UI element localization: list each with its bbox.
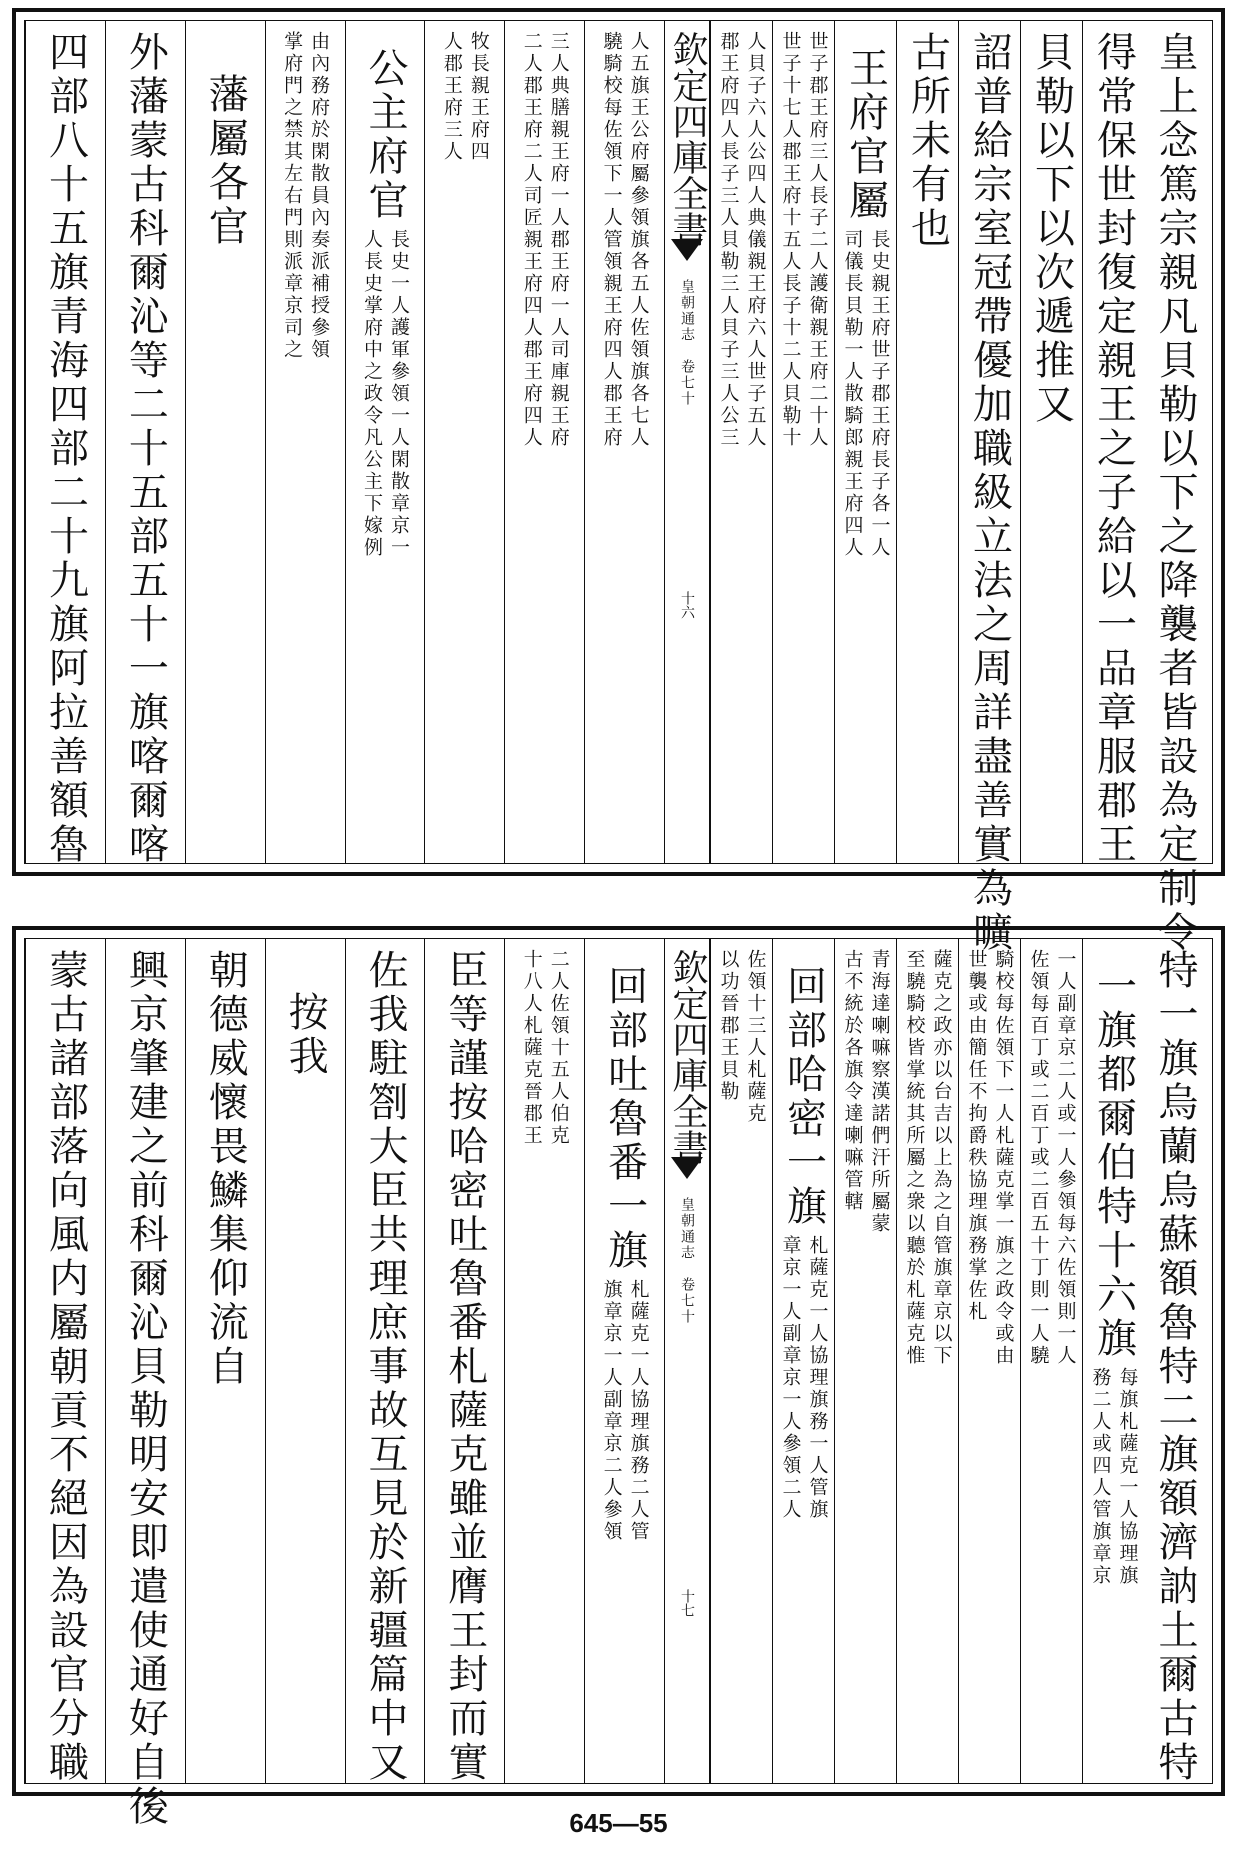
- text-column: [710, 939, 772, 1783]
- annotation-text: 三人典膳親王府一人郡王府一人司庫親王府: [547, 31, 570, 449]
- annotation-text: 牧長親王府四: [467, 31, 490, 163]
- text-column: [504, 21, 584, 863]
- annotation-text: 長史一人護軍參領一人閑散章京一: [387, 229, 410, 559]
- annotation-text: 青海達喇嘛察漢諾們汗所屬蒙: [868, 949, 891, 1235]
- annotation-text: 旗章京一人副章京二人參領: [600, 1279, 623, 1543]
- annotation-text: 至驍騎校皆掌統其所屬之衆以聽於札薩克惟: [903, 949, 926, 1367]
- center-gutter: [664, 939, 710, 1783]
- annotation-text: 二人佐領十五人伯克: [547, 949, 570, 1147]
- annotation-text: 騎校每佐領下一人札薩克掌一旗之政令或由: [992, 949, 1015, 1367]
- text-column: [958, 939, 1020, 1783]
- top-page-content: [24, 20, 1213, 955]
- section-heading: 回部吐魯番一旗: [601, 965, 648, 1273]
- main-text: 四部八十五旗青海四部二十九旗阿拉善額魯: [42, 31, 89, 867]
- text-column: [584, 21, 664, 863]
- text-column: [896, 939, 958, 1783]
- annotation-text: 十八人札薩克晉郡王: [520, 949, 543, 1147]
- fish-tail-marker-icon: [671, 1157, 703, 1179]
- leaf-number: 十七: [679, 1589, 695, 1617]
- annotation-text: 郡王府四人長子三人貝勒三人貝子三人公三: [717, 31, 740, 449]
- leaf-number: 十六: [679, 591, 695, 619]
- annotation-text: 司儀長貝勒一人散騎郎親王府四人: [841, 229, 864, 559]
- annotation-text: 長史親王府世子郡王府長子各一人: [868, 229, 891, 559]
- annotation-text: 札薩克一人協理旗務一人管旗: [806, 1235, 829, 1521]
- annotation-text: 以功晉郡王貝勒: [717, 949, 740, 1103]
- annotation-text: 章京一人副章京一人參領二人: [779, 1235, 802, 1521]
- main-text: 朝德威懷畏鱗集仰流自: [202, 949, 249, 1389]
- main-text: 佐我駐劄大臣共理庶事故互見於新疆篇中又: [361, 949, 408, 1785]
- text-column: [710, 21, 772, 863]
- text-column: [1020, 939, 1082, 1783]
- annotation-text: 人五旗王公府屬參領旗各五人佐領旗各七人: [627, 31, 650, 449]
- text-column: [424, 21, 504, 863]
- text-column: [25, 939, 105, 1783]
- volume-label: 皇朝通志 卷七十: [679, 279, 695, 407]
- annotation-text: 由內務府於閑散員內奏派補授參領: [308, 31, 331, 361]
- annotation-text: 札薩克一人協理旗務二人管: [627, 1279, 650, 1543]
- book-title: 欽定四庫全書: [667, 31, 708, 247]
- main-text: 藩屬各官: [202, 73, 249, 249]
- annotation-text: 世子郡王府三人長子二人護衛親王府二十人: [806, 31, 829, 449]
- main-text: 興京肇建之前科爾沁貝勒明安即遣使通好自後: [122, 949, 169, 1829]
- annotation-text: 每旗札薩克一人協理旗: [1116, 1367, 1139, 1587]
- section-heading: 公主府官: [361, 47, 408, 223]
- annotation-text: 掌府門之禁其左右門則派章京司之: [281, 31, 304, 361]
- text-column: [185, 21, 265, 863]
- annotation-text: 務二人或四人管旗章京: [1089, 1367, 1112, 1587]
- annotation-text: 人貝子六人公四人典儀親王府六人世子五人: [744, 31, 767, 449]
- text-column: [504, 939, 584, 1783]
- annotation-text: 佐領十三人札薩克: [744, 949, 767, 1125]
- main-text: 得常保世封復定親王之子給以一品章服郡王: [1090, 31, 1137, 867]
- main-text: 外藩蒙古科爾沁等二十五部五十一旗喀爾喀: [122, 31, 169, 867]
- page-number-footer: 645—55: [569, 1808, 668, 1838]
- section-heading: 回部哈密一旗: [780, 965, 827, 1229]
- text-column: [265, 939, 345, 1783]
- center-gutter: [664, 21, 710, 863]
- text-column: [1144, 939, 1206, 1783]
- text-column: [345, 21, 425, 863]
- main-text: 蒙古諸部落向風内屬朝貢不絕因為設官分職: [42, 949, 89, 1785]
- text-column: [1082, 939, 1144, 1783]
- book-title: 欽定四庫全書: [667, 949, 708, 1165]
- text-column: [958, 21, 1020, 955]
- annotation-text: 古不統於各旗令達喇嘛管轄: [841, 949, 864, 1213]
- text-column: [896, 21, 958, 863]
- annotation-text: 二人郡王府二人司匠親王府四人郡王府四人: [520, 31, 543, 449]
- annotation-text: 薩克之政亦以台吉以上為之自管旗章京以下: [930, 949, 953, 1367]
- annotation-text: 世襲或由簡任不拘爵秩協理旗務掌佐札: [965, 949, 988, 1323]
- text-column: [105, 939, 185, 1829]
- text-column: [1144, 21, 1206, 955]
- annotation-text: 世子十七人郡王府十五人長子十二人貝勒十: [779, 31, 802, 449]
- text-column: [1020, 21, 1082, 863]
- text-column: [424, 939, 504, 1783]
- fish-tail-marker-icon: [671, 239, 703, 261]
- text-column: [834, 21, 896, 863]
- main-text: 皇上念篤宗親凡貝勒以下之降襲者皆設為定制令: [1152, 31, 1198, 955]
- text-column: [185, 939, 265, 1783]
- annotation-text: 人長史掌府中之政令凡公主下嫁例: [360, 229, 383, 559]
- text-column: [105, 21, 185, 867]
- main-text: 貝勒以下以次遞推又: [1028, 31, 1075, 427]
- top-page-panel: [12, 8, 1225, 955]
- annotation-text: 一人副章京二人或一人參領每六佐領則一人: [1054, 949, 1077, 1367]
- main-text: 古所未有也: [904, 31, 951, 251]
- volume-label: 皇朝通志 卷七十: [679, 1197, 695, 1325]
- annotation-text: 驍騎校每佐領下一人管領親王府四人郡王府: [600, 31, 623, 449]
- text-column: [584, 939, 664, 1783]
- text-column: [25, 21, 105, 867]
- annotation-text: 佐領每百丁或二百丁或二百五十丁則一人驍: [1027, 949, 1050, 1367]
- text-column: [1082, 21, 1144, 867]
- text-column: [345, 939, 425, 1783]
- main-text: 特一旗烏蘭烏蘇額魯特二旗額濟訥土爾古特: [1152, 949, 1198, 1785]
- main-text: 按我: [282, 991, 329, 1079]
- text-column: [834, 939, 896, 1783]
- main-text: 詔普給宗室冠帶優加職級立法之周詳盡善實為曠: [966, 31, 1013, 955]
- section-heading: 王府官屬: [842, 47, 889, 223]
- section-heading: 一旗都爾伯特十六旗: [1090, 965, 1137, 1361]
- text-column: [772, 939, 834, 1783]
- text-column: [772, 21, 834, 863]
- text-column: [265, 21, 345, 863]
- main-text: 臣等謹按哈密吐魯番札薩克雖並膺王封而實: [441, 949, 488, 1785]
- annotation-text: 人郡王府三人: [440, 31, 463, 163]
